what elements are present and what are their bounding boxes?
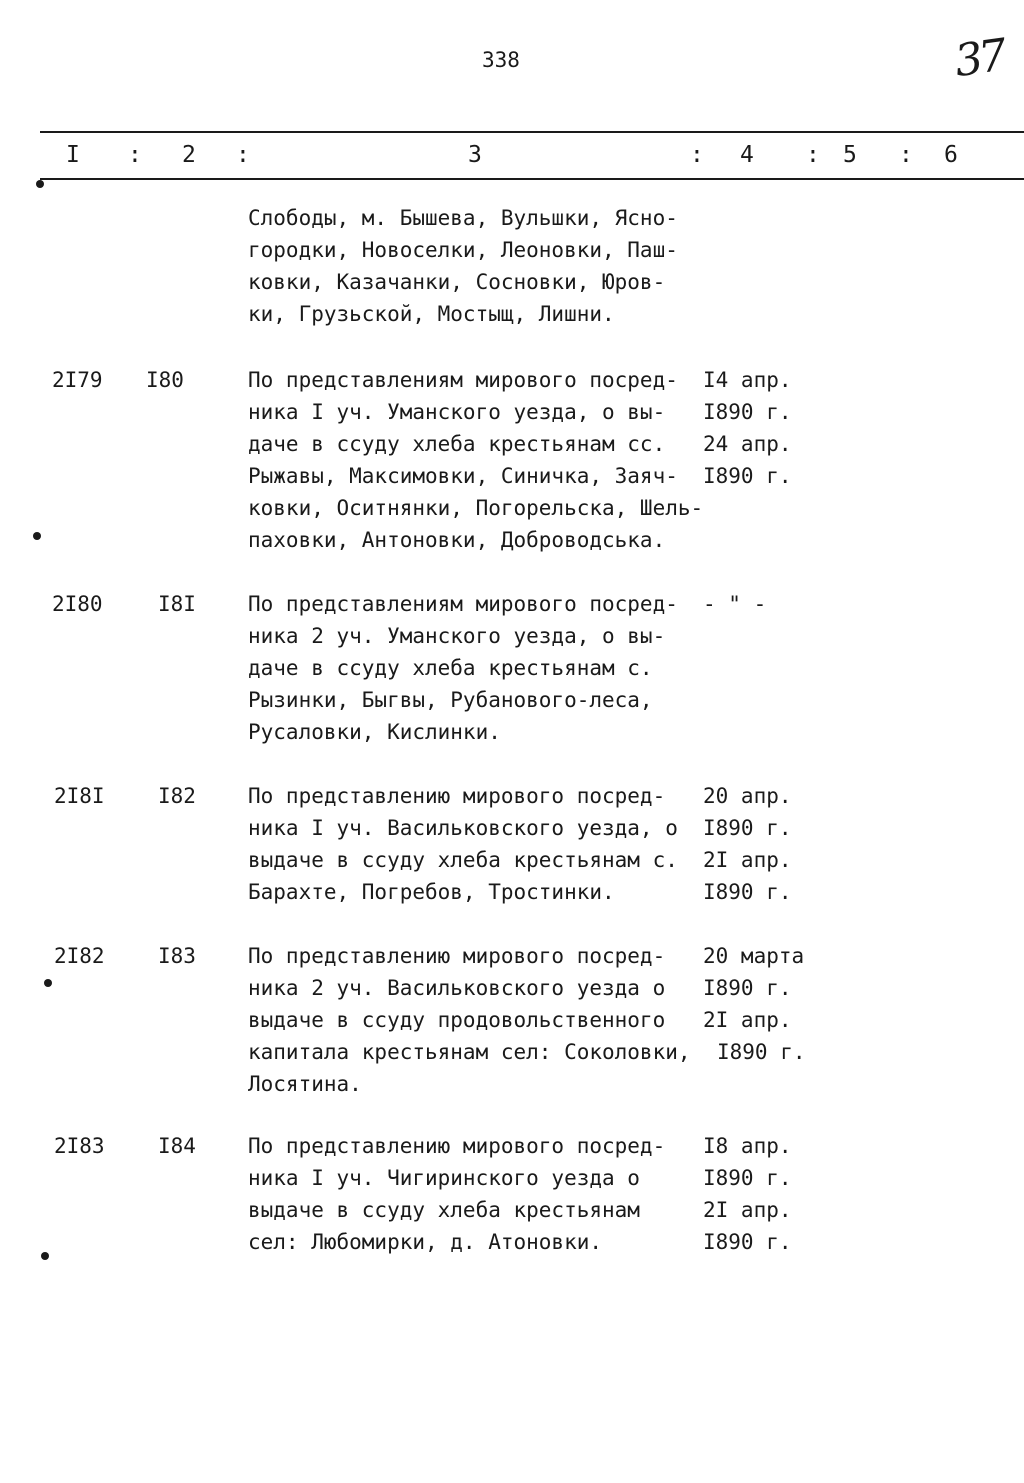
text-line: ковки, Казачанки, Сосновки, Юров- (248, 270, 666, 294)
text-line: городки, Новоселки, Леоновки, Паш- (248, 238, 678, 262)
text-line: паховки, Антоновки, Доброводська. (248, 528, 666, 552)
date-line: I890 г. (703, 400, 792, 424)
punch-mark (41, 1252, 49, 1260)
date-line: I8 апр. (703, 1134, 792, 1158)
text-line: По представлению мирового посред- (248, 784, 666, 808)
header-sep-1: : (128, 142, 142, 168)
ditto-mark: - " - (703, 592, 767, 616)
text-line: Лосятина. (248, 1072, 362, 1096)
text-line: Слободы, м. Бышева, Вульшки, Ясно- (248, 206, 678, 230)
text-line: ника 2 уч. Васильковского уезда о (248, 976, 666, 1000)
entry-number: 2I83 (54, 1134, 105, 1158)
entry-dates (703, 780, 792, 908)
text-line: ки, Грузьской, Мостыщ, Лишни. (248, 302, 615, 326)
date-line: I890 г. (703, 880, 792, 904)
entry-description (248, 1130, 665, 1258)
text-line: Барахте, Погребов, Тростинки. (248, 880, 615, 904)
punch-mark (33, 532, 41, 540)
header-col-4: 4 (740, 142, 754, 168)
item-number: I84 (158, 1134, 196, 1158)
text-line: Русаловки, Кислинки. (248, 720, 501, 744)
entry-dates (703, 1130, 792, 1258)
text-line: По представлениям мирового посред- (248, 592, 678, 616)
text-line: выдаче в ссуду продовольственного (248, 1008, 666, 1032)
entry-number: 2I79 (52, 368, 103, 392)
date-line: I890 г. (703, 976, 792, 1000)
item-number: I83 (158, 944, 196, 968)
sheet-number-handwritten: 37 (951, 29, 1007, 88)
date-line: I4 апр. (703, 368, 792, 392)
header-col-3: 3 (468, 142, 482, 168)
entry-dates (703, 588, 766, 620)
entry-number: 2I8I (54, 784, 105, 808)
item-number: I8I (158, 592, 196, 616)
text-line: ника I уч. Чигиринского уезда о (248, 1166, 640, 1190)
header-sep-5: : (899, 142, 913, 168)
text-line: ника I уч. Уманского уезда, о вы- (248, 400, 666, 424)
header-sep-3: : (690, 142, 704, 168)
date-line: I890 г. (717, 1040, 806, 1064)
item-number: I80 (146, 368, 184, 392)
text-line: По представлению мирового посред- (248, 1134, 666, 1158)
punch-mark (36, 180, 44, 188)
header-col-2: 2 (182, 142, 196, 168)
header-col-1: I (66, 142, 80, 168)
text-line: ника I уч. Васильковского уезда, о (248, 816, 678, 840)
header-bottom-rule (40, 178, 1024, 180)
date-line: 2I апр. (703, 1008, 792, 1032)
text-line: ника 2 уч. Уманского уезда, о вы- (248, 624, 666, 648)
text-line: По представлениям мирового посред- (248, 368, 678, 392)
date-line: I890 г. (703, 464, 792, 488)
text-line: капитала крестьянам сел: Соколовки, (248, 1040, 691, 1064)
entry-dates (703, 940, 806, 1068)
date-line: I890 г. (703, 1230, 792, 1254)
text-line: выдаче в ссуду хлеба крестьянам (248, 1198, 640, 1222)
text-line: выдаче в ссуду хлеба крестьянам с. (248, 848, 678, 872)
text-line: ковки, Оситнянки, Погорельска, Шель- (248, 496, 704, 520)
text-line: даче в ссуду хлеба крестьянам с. (248, 656, 653, 680)
header-top-rule (40, 131, 1024, 133)
date-line: 2I апр. (703, 1198, 792, 1222)
item-number: I82 (158, 784, 196, 808)
text-line: даче в ссуду хлеба крестьянам сс. (248, 432, 666, 456)
header-col-6: 6 (944, 142, 958, 168)
text-line: Рызинки, Быгвы, Рубанового-леса, (248, 688, 653, 712)
entry-description (248, 588, 678, 748)
date-line: 2I апр. (703, 848, 792, 872)
punch-mark (44, 979, 52, 987)
date-line: 20 апр. (703, 784, 792, 808)
header-sep-2: : (236, 142, 250, 168)
header-sep-4: : (806, 142, 820, 168)
continuation-text (248, 202, 678, 330)
entry-number: 2I80 (52, 592, 103, 616)
text-line: сел: Любомирки, д. Атоновки. (248, 1230, 603, 1254)
entry-description (248, 364, 703, 556)
text-line: Рыжавы, Максимовки, Синичка, Заяч- (248, 464, 678, 488)
entry-number: 2I82 (54, 944, 105, 968)
date-line: 20 марта (703, 944, 805, 968)
date-line: I890 г. (703, 1166, 792, 1190)
entry-description (248, 940, 691, 1100)
date-line: I890 г. (703, 816, 792, 840)
header-col-5: 5 (843, 142, 857, 168)
text-line: По представлению мирового посред- (248, 944, 666, 968)
entry-dates (703, 364, 792, 492)
date-line: 24 апр. (703, 432, 792, 456)
entry-description (248, 780, 678, 908)
page-number: 338 (482, 48, 520, 72)
